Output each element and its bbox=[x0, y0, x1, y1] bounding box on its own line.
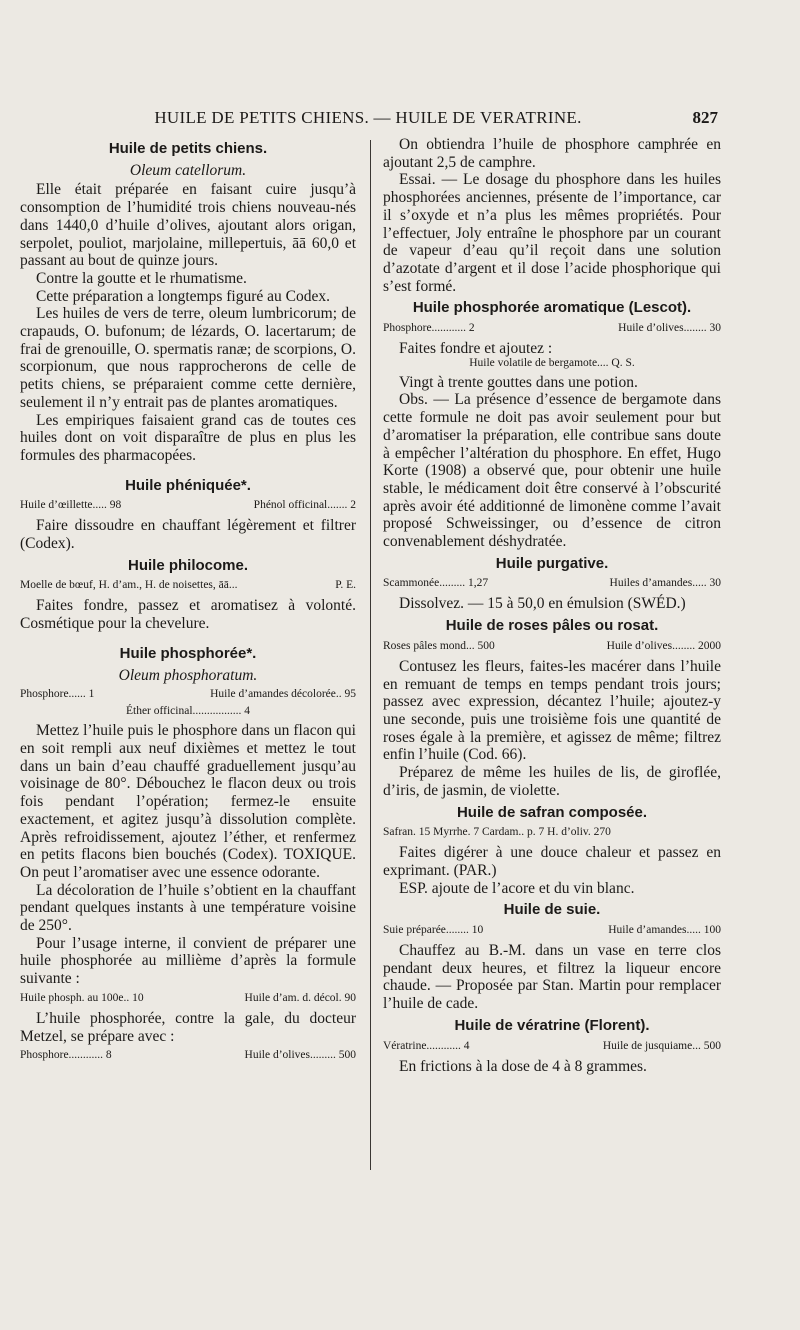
right-column bbox=[383, 136, 721, 1075]
formula-line bbox=[20, 991, 356, 1006]
paragraph: Mettez l’huile puis le phosphore dans un flacon qui en soit rempli aux neuf dixièmes et mettez le tout dans un bain d’eau chauffé graduellement jusqu’au voisinage de 80°. Débouchez le flacon deux ou trois fois pendant l’opération; fermez-le ensuite exactement, et agitez jusqu’à dissolution complète. Après refroidissement, ajoutez l’éther, et renfermez en petits flacons bien bouchés (Codex). TOXIQUE. On peut l’aromatiser avec une essence odorante. bbox=[20, 722, 356, 881]
left-column bbox=[20, 136, 356, 1067]
heading-purgative: Huile purgative. bbox=[495, 554, 609, 572]
paragraph: Faites fondre et ajoutez : bbox=[399, 340, 553, 358]
formula-item: Phosphore...... 1 bbox=[20, 688, 95, 701]
formula-line: Huile volatile de bergamote.... Q. S. bbox=[469, 356, 635, 369]
paragraph: Les empiriques faisaient grand cas de toutes ces huiles dont on voit disparaître de plus en plus les formules des pharmacopées. bbox=[20, 411, 356, 464]
running-title: HUILE DE PETITS CHIENS. — HUILE DE VERATRINE. bbox=[154, 108, 582, 127]
formula-line: Éther officinal................. 4 bbox=[125, 705, 251, 718]
paragraph: Pour l’usage interne, il convient de préparer une huile phosphorée au millième d’après la formule suivante : bbox=[20, 934, 356, 988]
formula-line bbox=[20, 498, 356, 513]
paragraph: Vingt à trente gouttes dans une potion. bbox=[399, 373, 638, 391]
formula-item: Huile d’am. d. décol. 90 bbox=[244, 991, 356, 1004]
formula-item: Huile d’olives........ 30 bbox=[618, 322, 721, 335]
paragraph: Contre la goutte et le rhumatisme. bbox=[36, 269, 247, 287]
column-divider bbox=[370, 140, 371, 1170]
formula-line bbox=[383, 1039, 721, 1054]
paragraph: Dissolvez. — 15 à 50,0 en émulsion (SWÉD.) bbox=[399, 595, 686, 613]
heading-roses: Huile de roses pâles ou rosat. bbox=[445, 617, 659, 635]
formula-line bbox=[383, 321, 721, 336]
heading-veratrine: Huile de vératrine (Florent). bbox=[454, 1016, 650, 1034]
latin-name: Oleum phosphoratum. bbox=[118, 666, 258, 684]
formula-line: Safran. 15 Myrrhe. 7 Cardam.. p. 7 H. d’oliv. 270 bbox=[383, 826, 611, 839]
paragraph: Faire dissoudre en chauffant légèrement et filtrer (Codex). bbox=[20, 517, 356, 553]
formula-item: Moelle de bœuf, H. d’am., H. de noisettes, āā... bbox=[20, 579, 238, 592]
heading-safran: Huile de safran composée. bbox=[456, 803, 648, 821]
formula-item: Huile d’amandes..... 100 bbox=[608, 924, 721, 937]
formula-line bbox=[20, 687, 356, 702]
heading-aromatique: Huile phosphorée aromatique (Lescot). bbox=[412, 299, 692, 317]
paragraph: Chauffez au B.-M. dans un vase en terre clos pendant deux heures, et filtrez la liqueur encore chaude. — Proposée par Stan. Martin pour remplacer l’huile de cade. bbox=[383, 942, 721, 1013]
formula-line bbox=[20, 1048, 356, 1063]
paragraph: Cette préparation a longtemps figuré au Codex. bbox=[36, 287, 330, 305]
formula-item: Vératrine............ 4 bbox=[383, 1039, 470, 1052]
paragraph: Contusez les fleurs, faites-les macérer dans l’huile en remuant de temps en temps pendant trois jours; passez avec expression, décantez l’huile; ajoutez-y une seconde, puis une troisième fois une quantité de roses égale à la première, et agissez de même; filtrez enfin l’huile (Cod. 66). bbox=[383, 657, 721, 764]
paragraph: L’huile phosphorée, contre la gale, du docteur Metzel, se prépare avec : bbox=[20, 1009, 356, 1045]
formula-item: Huile phosph. au 100e.. 10 bbox=[20, 991, 144, 1004]
latin-name: Oleum catellorum. bbox=[129, 161, 247, 179]
formula-item: Huile d’olives......... 500 bbox=[244, 1049, 356, 1062]
paragraph: En frictions à la dose de 4 à 8 grammes. bbox=[399, 1057, 647, 1075]
formula-item: P. E. bbox=[335, 579, 356, 592]
heading-suie: Huile de suie. bbox=[503, 901, 601, 919]
paragraph: Elle était préparée en faisant cuire jusqu’à consomption de l’humidité trois chiens nouveau-nés dans 1440,0 d’huile d’olives, ajoutant alors origan, serpolet, pouliot, marjolaine, millepertuis, āā 60,0 et passant au bout de quinze jours. bbox=[20, 181, 356, 270]
formula-item: Huile de jusquiame... 500 bbox=[602, 1039, 721, 1052]
heading-philocome: Huile philocome. bbox=[127, 556, 248, 574]
formula-line bbox=[383, 639, 721, 654]
paragraph: Essai. — Le dosage du phosphore dans les huiles phosphorées anciennes, présente de l’importance, car il s’oxyde et n’a plus les mêmes propriétés. Pour l’effectuer, Joly entraîne le phosphore par un courant de vapeur d’eau qu’il reçoit dans une solution d’azotate d’argent et il dose l’acide phosphorique qui s’est formé. bbox=[383, 171, 721, 295]
formula-line bbox=[383, 576, 721, 591]
formula-line bbox=[383, 923, 721, 938]
formula-item: Huile d’amandes décolorée.. 95 bbox=[210, 688, 356, 701]
heading-phosphoree: Huile phosphorée*. bbox=[119, 644, 257, 662]
formula-item: Scammonée......... 1,27 bbox=[383, 577, 489, 590]
paragraph: La décoloration de l’huile s’obtient en la chauffant pendant quelques instants à une température voisine de 250°. bbox=[20, 881, 356, 935]
formula-item: Phosphore............ 8 bbox=[20, 1049, 112, 1062]
formula-item: Huiles d’amandes..... 30 bbox=[609, 577, 721, 590]
formula-item: Huile d’œillette..... 98 bbox=[20, 499, 122, 512]
formula-item: Roses pâles mond... 500 bbox=[383, 639, 495, 652]
formula-item: Suie préparée........ 10 bbox=[383, 924, 484, 937]
paragraph: Obs. — La présence d’essence de bergamote dans cette formule ne doit pas avoir seulement pour but d’aromatiser la préparation, elle contribue sans doute à empêcher l’altération du phosphore. En effet, Hugo Korte (1908) a observé que, pour obtenir une huile stable, le médicament doit être conservé à l’obscurité après avoir été additionné de limonène comme l’avait proposé Schweissinger, ou d’essence de citron convenablement déshydratée. bbox=[383, 391, 721, 551]
paragraph: Les huiles de vers de terre, oleum lumbricorum; de crapauds, O. bufonum; de lézards, O. lacertarum; de frai de grenouille, O. spermatis ranæ; de scorpions, O. scorpionum, que nous rapprocherons de celle de petits chiens, se préparaient comme cette dernière, seulement il n’y entrait pas de plantes aromatiques. bbox=[20, 305, 356, 411]
heading-petits-chiens: Huile de petits chiens. bbox=[108, 140, 268, 157]
formula-line bbox=[20, 578, 356, 593]
paragraph: Préparez de même les huiles de lis, de giroflée, d’iris, de jasmin, de violette. bbox=[383, 764, 721, 799]
formula-item: Huile d’olives........ 2000 bbox=[606, 639, 721, 652]
paragraph: Faites digérer à une douce chaleur et passez en exprimant. (PAR.) bbox=[383, 844, 721, 879]
paragraph: Faites fondre, passez et aromatisez à volonté. Cosmétique pour la chevelure. bbox=[20, 597, 356, 633]
page-header bbox=[18, 108, 718, 132]
page-number: 827 bbox=[692, 108, 718, 127]
formula-item: Phénol officinal....... 2 bbox=[253, 499, 356, 512]
paragraph: On obtiendra l’huile de phosphore camphrée en ajoutant 2,5 de camphre. bbox=[383, 136, 721, 171]
heading-phenique: Huile phéniquée*. bbox=[125, 476, 251, 494]
formula-item: Phosphore............ 2 bbox=[383, 322, 475, 335]
paragraph: ESP. ajoute de l’acore et du vin blanc. bbox=[399, 879, 635, 897]
